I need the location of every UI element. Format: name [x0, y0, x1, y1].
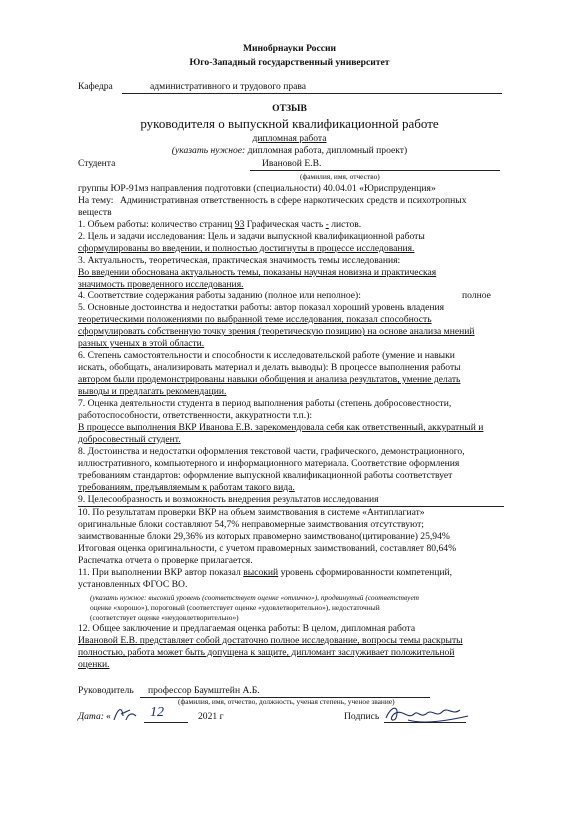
signature-label: Подпись — [344, 711, 380, 722]
section-5-line-3: сформулировать собственную точку зрения (теоретическую позицию) на основе анализа мнений — [78, 326, 475, 337]
section-3-line-2: Во введении обоснована актуальность темы, показаны научная новизна и практическая — [78, 267, 437, 278]
section-8-line-1: 8. Достоинства и недостатки оформления текстовой части, графического, демонстрационного, — [78, 446, 465, 457]
student-name-hint: (фамилия, имя, отчество) — [300, 172, 380, 181]
s1-label: 1. Объем работы: количество страниц — [78, 219, 235, 230]
section-10-line-3: заимствованные блоки 29,36% из которых правомерно заимствовано(цитирование) 25,94% — [78, 531, 450, 542]
s11-suffix: уровень сформированности компетенций, — [278, 567, 453, 578]
student-name: Ивановой Е.В. — [262, 158, 322, 169]
section-11-hint-1: (указать нужное: высокий уровень (соответствует оценке «отлично»), продвинутый (соответствует — [90, 593, 419, 602]
section-8-line-3: требованиям стандартов: оформление выпускной квалификационной работы соответствует — [78, 470, 453, 481]
section-6-line-3: автором были продемонстрированы навыки обобщения и анализа результатов, умение делать — [78, 374, 461, 385]
section-4-value: полное — [462, 290, 491, 301]
section-8-line-4: требованиям, предъявляемым к работам такого вида. — [78, 482, 295, 493]
graphic-count: - — [325, 219, 329, 230]
date-month-line — [144, 722, 188, 723]
section-2-line-2: сформулированы во введении, и полностью достигнуты в процессе исследования. — [78, 243, 415, 254]
section-11-line-2: установленных ФГОС ВО. — [78, 579, 188, 590]
section-6-line-1: 6. Степень самостоятельности и способности к исследовательской работе (умение и навыки — [78, 350, 455, 361]
hint-rest: дипломная работа, дипломный проект) — [245, 145, 408, 156]
signature-line — [384, 722, 466, 723]
section-10-line-2: оригинальные блоки составляют 54,7% неправомерные заимствования отсутствуют; — [78, 519, 424, 530]
section-3-line-1: 3. Актуальность, теоретическая, практическая значимость темы исследования: — [78, 255, 401, 266]
section-6-line-4: выводы и предлагать рекомендации. — [78, 386, 227, 397]
section-9: 9. Целесообразность и возможность внедрения результатов исследования — [78, 494, 379, 505]
section-7-line-2: работоспособности, ответственности, аккуратности т.п.): — [78, 410, 313, 421]
section-5-line-2: теоретическими положениями по выбранной теме исследования, показал способность — [78, 314, 432, 325]
department-label: Кафедра — [78, 81, 113, 92]
work-type: дипломная работа — [252, 133, 327, 144]
section-12-line-2: Ивановой Е.В. представляет собой достаточно полное исследование, вопросы темы раскрыты — [78, 635, 463, 646]
section-10-line-1: 10. По результатам проверки ВКР на объем заимствования в системе «Антиплагиат» — [78, 507, 425, 518]
section-4: 4. Соответствие содержания работы заданию (полное или неполное): — [78, 290, 361, 301]
section-5-line-4: разных ученых в этой области. — [78, 338, 205, 349]
topic-value: Административная ответственность в сфере наркотических средств и психотропных — [120, 195, 467, 206]
competence-level: высокий — [243, 567, 279, 578]
department-value: административного и трудового права — [150, 81, 307, 92]
supervisor-label: Руководитель — [78, 685, 134, 696]
group-line: группы ЮР-91мз направления подготовки (специальности) 40.04.01 «Юриспруденция» — [78, 183, 436, 194]
ministry-name: Минобрнауки России — [242, 43, 337, 54]
section-1 — [78, 220, 361, 230]
section-5-line-1: 5. Основные достоинства и недостатки работы: автор показал хороший уровень владения — [78, 302, 445, 313]
work-type-hint — [0, 146, 579, 156]
section-2-line-1: 2. Цель и задачи исследования: Цель и задачи выпускной квалификационной работы — [78, 231, 425, 242]
supervisor-hint: (фамилия, имя, отчество, должность, ученая степень, ученое звание) — [178, 697, 395, 706]
student-line — [250, 170, 500, 171]
section-11-hint-3: (соответствует оценке «неудовлетворительно») — [90, 613, 239, 622]
s1-graphic: Графическая часть — [244, 219, 326, 230]
supervisor-value: профессор Баумштейн А.Б. — [148, 685, 260, 696]
date-month: 12 — [150, 705, 164, 720]
section-12-line-4: оценки. — [78, 659, 110, 670]
topic-value-cont: веществ — [78, 207, 112, 218]
department-line — [122, 93, 502, 94]
document-subtitle: руководителя о выпускной квалификационной работе — [140, 116, 439, 131]
date-year: 2021 г — [198, 711, 224, 722]
section-7-line-3: В процессе выполнения ВКР Иванова Е.В. зарекомендовала себя как ответственный, аккуратный и — [78, 422, 484, 433]
section-10-line-4: Итоговая оценка оригинальности, с учетом правомерных заимствований, составляет 80,64% — [78, 543, 457, 554]
date-day-handwritten-icon — [112, 704, 138, 724]
document-heading: ОТЗЫВ — [272, 103, 307, 114]
section-12-line-3: полностью, работа может быть допущена к защите, дипломант заслуживает положительной — [78, 647, 455, 658]
s11-prefix: 11. При выполнении ВКР автор показал — [78, 567, 244, 578]
section-6-line-2: искать, обобщать, анализировать материал и делать выводы): В процессе выполнения работы — [78, 362, 461, 373]
s1-sheets: листов. — [328, 219, 362, 230]
section-11-hint-2: оценке «хорошо»), пороговый (соответствует оценке «удовлетворительно»), недостаточный — [90, 603, 380, 612]
section-7-line-4: добросовестный студент. — [78, 434, 181, 445]
student-label: Студента — [78, 158, 116, 169]
date-label: Дата: — [78, 711, 104, 722]
university-name: Юго-Западный государственный университет — [189, 57, 390, 68]
section-11-line-1 — [78, 568, 452, 578]
date-day-open: « — [106, 711, 111, 722]
page-count: 93 — [234, 219, 245, 230]
section-10-line-5: Распечатка отчета о проверке прилагается. — [78, 555, 253, 566]
section-12-line-1: 12. Общее заключение и предлагаемая оценка работы: В целом, дипломная работа — [78, 623, 416, 634]
section-3-line-3: значимость проведенного исследования. — [78, 279, 244, 290]
section-7-line-1: 7. Оценка деятельности студента в период выполнения работы (степень добросовестности, — [78, 398, 452, 409]
section-8-line-2: иллюстративного, компьютерного и информационного материала. Соответствие оформления — [78, 458, 460, 469]
topic-label: На тему: — [78, 195, 114, 206]
hint-prefix: (указать нужное: — [171, 145, 246, 156]
